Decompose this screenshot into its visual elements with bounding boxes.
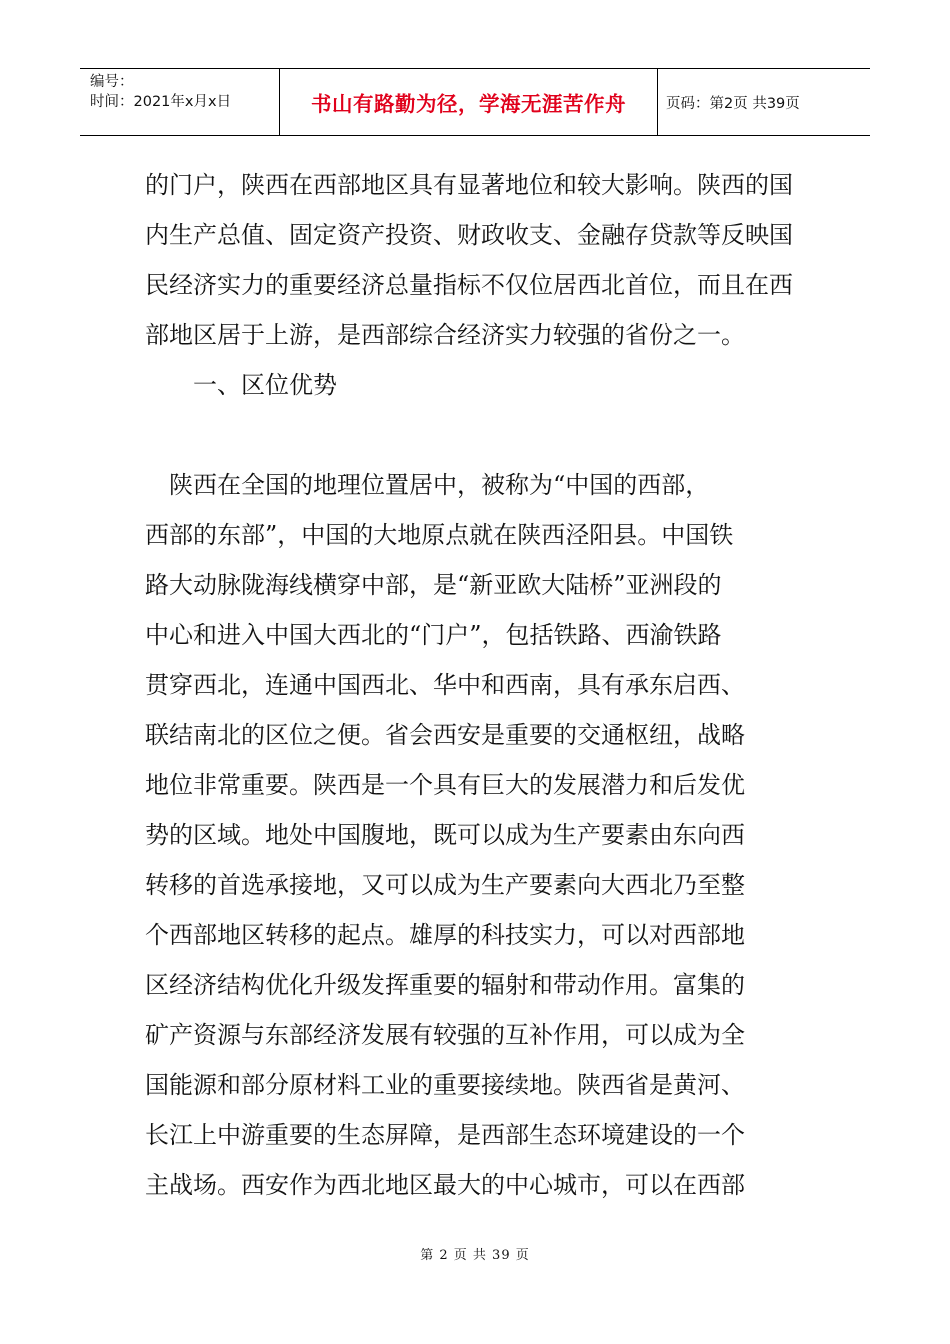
text-line: 主战场。西安作为西北地区最大的中心城市，可以在西部 xyxy=(145,1171,745,1199)
text-line: 转移的首选承接地，又可以成为生产要素向大西北乃至整 xyxy=(145,871,745,899)
page-footer: 第 2 页 共 39 页 xyxy=(420,1248,530,1263)
header-motto: 书山有路勤为径，学海无涯苦作舟 xyxy=(280,69,658,135)
text-line: 矿产资源与东部经济发展有较强的互补作用，可以成为全 xyxy=(145,1021,745,1049)
text-line xyxy=(145,410,810,460)
document-body xyxy=(145,160,810,1210)
header-meta xyxy=(80,69,280,135)
text-line: 部地区居于上游，是西部综合经济实力较强的省份之一。 xyxy=(145,321,745,349)
text-line: 国能源和部分原材料工业的重要接续地。陕西省是黄河、 xyxy=(145,1071,745,1099)
time-label: 时间：2021年x月x日 xyxy=(90,94,232,110)
page-header xyxy=(80,68,870,136)
text-line: 陕西在全国的地理位置居中，被称为“中国的西部， xyxy=(145,471,710,499)
text-line: 区经济结构优化升级发挥重要的辐射和带动作用。富集的 xyxy=(145,971,745,999)
text-line: 民经济实力的重要经济总量指标不仅位居西北首位，而且在西 xyxy=(145,271,793,299)
text-line: 内生产总值、固定资产投资、财政收支、金融存贷款等反映国 xyxy=(145,221,793,249)
text-line: 贯穿西北，连通中国西北、华中和西南，具有承东启西、 xyxy=(145,671,745,699)
text-line: 中心和进入中国大西北的“门户”，包括铁路、西渝铁路 xyxy=(145,621,722,649)
text-line: 长江上中游重要的生态屏障，是西部生态环境建设的一个 xyxy=(145,1121,745,1149)
text-line: 的门户，陕西在西部地区具有显著地位和较大影响。陕西的国 xyxy=(145,171,793,199)
text-line: 一、区位优势 xyxy=(145,371,337,399)
text-line: 地位非常重要。陕西是一个具有巨大的发展潜力和后发优 xyxy=(145,771,745,799)
text-line: 西部的东部”，中国的大地原点就在陕西泾阳县。中国铁 xyxy=(145,521,734,549)
text-line: 个西部地区转移的起点。雄厚的科技实力，可以对西部地 xyxy=(145,921,745,949)
number-label: 编号： xyxy=(90,74,134,90)
text-line: 势的区域。地处中国腹地，既可以成为生产要素由东向西 xyxy=(145,821,745,849)
text-line: 联结南北的区位之便。省会西安是重要的交通枢纽，战略 xyxy=(145,721,745,749)
header-page-info: 页码：第2页 共39页 xyxy=(666,95,800,112)
text-line: 路大动脉陇海线横穿中部，是“新亚欧大陆桥”亚洲段的 xyxy=(145,571,722,599)
